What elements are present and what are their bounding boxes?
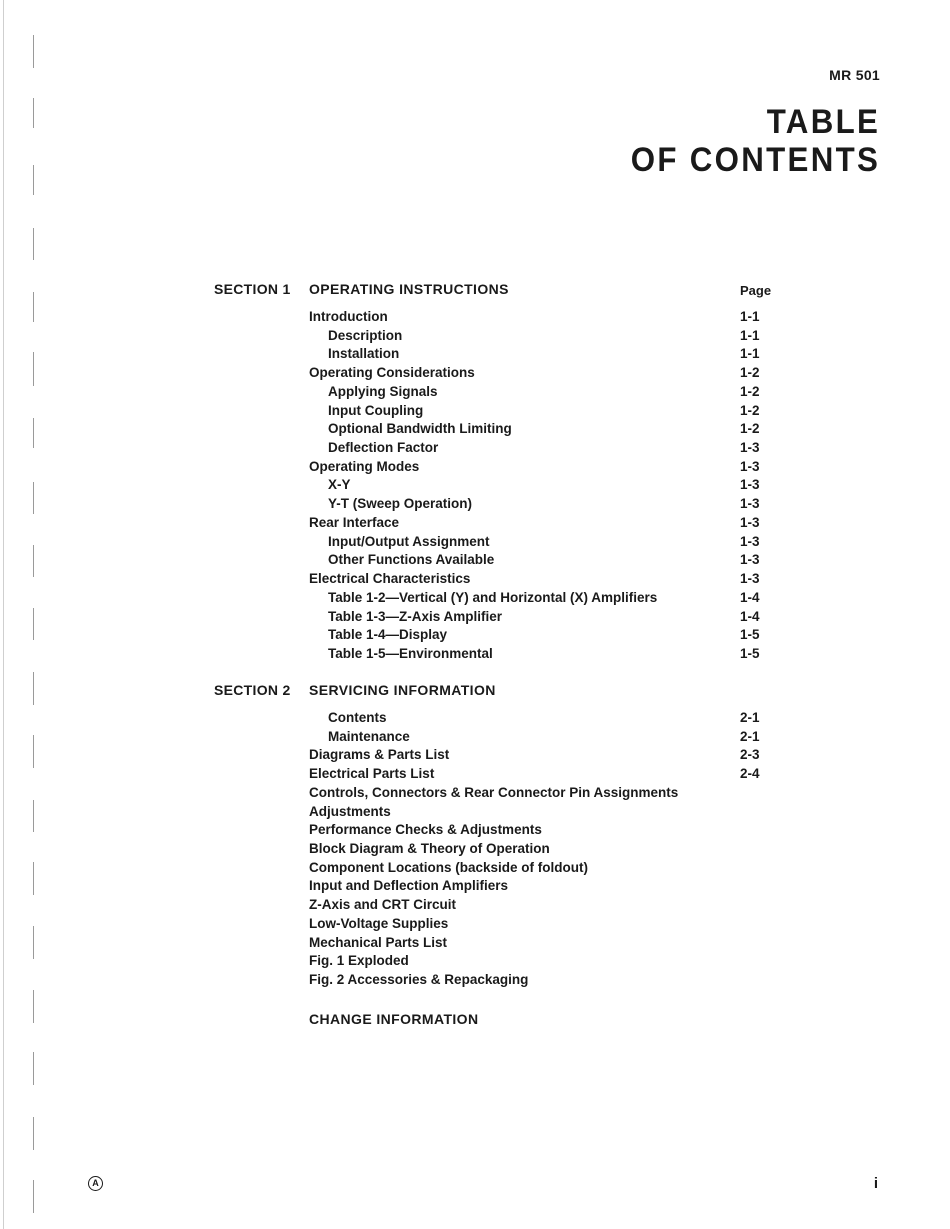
toc-entry-title: Introduction xyxy=(309,309,388,324)
binding-mark xyxy=(33,735,34,768)
toc-entry-title: Optional Bandwidth Limiting xyxy=(328,421,512,437)
toc-entry-title: Low-Voltage Supplies xyxy=(309,915,449,931)
toc-entry xyxy=(309,803,779,822)
binding-mark xyxy=(33,165,34,195)
binding-mark xyxy=(33,1180,34,1213)
binding-mark xyxy=(33,800,34,832)
toc-entry-page: 1-3 xyxy=(740,458,760,474)
toc-entry xyxy=(309,915,779,934)
change-information-heading: CHANGE INFORMATION xyxy=(309,1011,479,1027)
toc-entry-title: Performance Checks & Adjustments xyxy=(309,822,542,838)
toc-entry-page: 1-3 xyxy=(740,496,760,512)
toc-entry-title: Fig. 1 Exploded xyxy=(309,953,409,969)
toc-entry-page: 1-2 xyxy=(740,383,760,399)
binding-mark xyxy=(33,352,34,386)
toc-entry xyxy=(309,746,779,765)
toc-entry xyxy=(309,709,779,728)
toc-entry xyxy=(309,570,779,589)
toc-entry-title: Table 1-4—Display xyxy=(328,627,448,643)
binding-mark xyxy=(33,926,34,959)
toc-entry-title: Installation xyxy=(328,346,400,362)
toc-entry-title: Table 1-5—Environmental xyxy=(328,645,493,661)
toc-entry xyxy=(309,476,779,495)
toc-entry-title: Electrical Parts List xyxy=(309,766,435,782)
binding-mark xyxy=(33,545,34,577)
binding-mark xyxy=(33,990,34,1023)
toc-entry xyxy=(309,495,779,514)
toc-entry xyxy=(309,859,779,878)
toc-entry xyxy=(309,402,779,421)
toc-entry-title: Component Locations (backside of foldout) xyxy=(309,859,588,875)
toc-entry xyxy=(309,896,779,915)
toc-entry-title: Fig. 2 Accessories & Repackaging xyxy=(309,972,529,988)
binding-mark xyxy=(33,418,34,448)
section-2-label: SECTION 2 xyxy=(214,682,291,698)
toc-entry xyxy=(309,765,779,784)
toc-entry xyxy=(309,877,779,896)
toc-entry-page: 1-3 xyxy=(740,533,760,549)
toc-entry xyxy=(309,327,779,346)
toc-entry-page: 1-2 xyxy=(740,365,760,381)
toc-entry-page: 1-3 xyxy=(740,571,760,587)
toc-entry-page: 1-3 xyxy=(740,514,760,530)
toc-entry xyxy=(309,971,779,990)
toc-entry-title: Contents xyxy=(328,710,387,725)
toc-entry-page: 1-5 xyxy=(740,645,760,661)
toc-entry xyxy=(309,514,779,533)
toc-entry xyxy=(309,420,779,439)
toc-entry-page: 1-2 xyxy=(740,421,760,437)
toc-entry-page: 1-3 xyxy=(740,552,760,568)
toc-entry xyxy=(309,439,779,458)
section-2-title: SERVICING INFORMATION xyxy=(309,682,496,698)
toc-entry-title: Input Coupling xyxy=(328,402,424,418)
binding-mark xyxy=(33,228,34,260)
section-1-title: OPERATING INSTRUCTIONS xyxy=(309,281,509,297)
toc-entry xyxy=(309,608,779,627)
toc-entry-page: 2-4 xyxy=(740,766,760,782)
toc-entry-page: 2-1 xyxy=(740,728,760,744)
toc-entry-page: 2-3 xyxy=(740,747,760,763)
toc-entry xyxy=(309,840,779,859)
toc-entry xyxy=(309,551,779,570)
toc-entry-title: Other Functions Available xyxy=(328,552,495,568)
toc-entry-page: 1-4 xyxy=(740,608,760,624)
toc-entry-title: Mechanical Parts List xyxy=(309,934,448,950)
toc-entry-title: Adjustments xyxy=(309,803,391,819)
toc-entry xyxy=(309,589,779,608)
toc-entry xyxy=(309,728,779,747)
page-number: i xyxy=(873,1175,878,1192)
toc-entry-page: 2-1 xyxy=(740,710,760,725)
binding-mark xyxy=(33,292,34,322)
section-1-label: SECTION 1 xyxy=(214,281,291,297)
toc-entry-title: Operating Considerations xyxy=(309,365,475,381)
toc-entry-title: Diagrams & Parts List xyxy=(309,747,450,763)
toc-entry-page: 1-5 xyxy=(740,627,760,643)
toc-entry-title: Table 1-3—Z-Axis Amplifier xyxy=(328,608,503,624)
toc-entry xyxy=(309,934,779,953)
page-binding-edge xyxy=(3,0,4,1229)
page-title xyxy=(631,103,880,179)
toc-entry xyxy=(309,645,779,664)
toc-entry-page: 1-1 xyxy=(740,327,760,343)
toc-entry-title: Y-T (Sweep Operation) xyxy=(328,496,473,512)
toc-entry-title: X-Y xyxy=(328,477,351,493)
toc-entry-page: 1-3 xyxy=(740,477,760,493)
toc-entry-title: Operating Modes xyxy=(309,458,420,474)
binding-mark xyxy=(33,35,34,68)
revision-mark-icon: A xyxy=(88,1176,103,1191)
toc-entry xyxy=(309,308,779,327)
toc-entry-title: Maintenance xyxy=(328,728,410,744)
toc-entry-title: Input/Output Assignment xyxy=(328,533,490,549)
title-line-1: TABLE xyxy=(766,103,880,141)
toc-entry-title: Description xyxy=(328,327,403,343)
toc-entry-page: 1-1 xyxy=(740,346,760,362)
toc-entry-title: Controls, Connectors & Rear Connector Pin Assignments xyxy=(309,784,679,800)
toc-entry-title: Applying Signals xyxy=(328,383,438,399)
binding-mark xyxy=(33,1117,34,1150)
title-line-2: OF CONTENTS xyxy=(630,141,880,179)
toc-entry-title: Deflection Factor xyxy=(328,440,439,456)
toc-entry xyxy=(309,364,779,383)
toc-entry-title: Block Diagram & Theory of Operation xyxy=(309,841,550,857)
toc-entry-page: 1-1 xyxy=(740,309,760,324)
binding-mark xyxy=(33,482,34,514)
toc-entry-page: 1-3 xyxy=(740,440,760,456)
toc-entry-title: Table 1-2—Vertical (Y) and Horizontal (X) Amplifiers xyxy=(328,589,658,605)
section-1-entry-list xyxy=(309,308,779,664)
page-column-heading: Page xyxy=(740,283,772,298)
toc-entry xyxy=(309,345,779,364)
binding-mark xyxy=(33,672,34,705)
toc-entry xyxy=(309,383,779,402)
toc-entry-title: Rear Interface xyxy=(309,514,400,530)
toc-entry xyxy=(309,784,779,803)
toc-entry xyxy=(309,821,779,840)
toc-entry-title: Electrical Characteristics xyxy=(309,571,471,587)
toc-entry xyxy=(309,952,779,971)
toc-entry xyxy=(309,533,779,552)
toc-entry xyxy=(309,626,779,645)
binding-mark xyxy=(33,1052,34,1085)
toc-entry-title: Z-Axis and CRT Circuit xyxy=(309,897,457,913)
toc-entry-page: 1-4 xyxy=(740,589,760,605)
toc-entry-page: 1-2 xyxy=(740,402,760,418)
model-number: MR 501 xyxy=(829,67,880,83)
section-2-entry-list xyxy=(309,709,779,990)
toc-entry xyxy=(309,458,779,477)
binding-mark xyxy=(33,608,34,640)
binding-mark xyxy=(33,98,34,128)
toc-entry-title: Input and Deflection Amplifiers xyxy=(309,878,509,894)
binding-mark xyxy=(33,862,34,895)
